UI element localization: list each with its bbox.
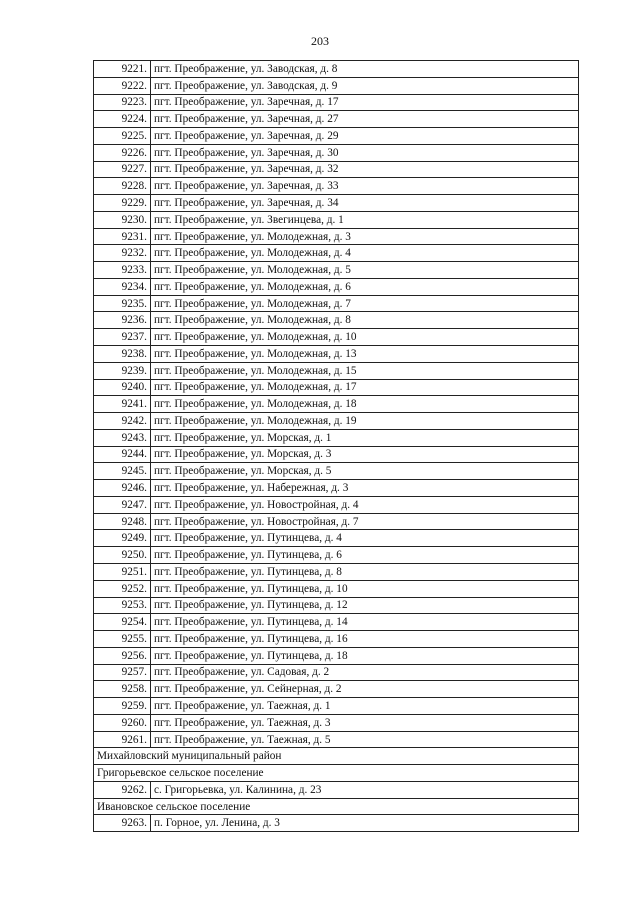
table-row (94, 362, 579, 379)
table-row (94, 480, 579, 497)
table-row (94, 530, 579, 547)
table-row (94, 698, 579, 715)
table-row (94, 228, 579, 245)
row-number: 9251. (94, 563, 151, 580)
row-number: 9226. (94, 144, 151, 161)
row-number: 9224. (94, 111, 151, 128)
row-address: пгт. Преображение, ул. Заречная, д. 33 (151, 178, 579, 195)
row-number: 9228. (94, 178, 151, 195)
table-row (94, 580, 579, 597)
row-address: пгт. Преображение, ул. Молодежная, д. 8 (151, 312, 579, 329)
table-row (94, 379, 579, 396)
table-row (94, 61, 579, 78)
table-row (94, 614, 579, 631)
table-row (94, 597, 579, 614)
row-number: 9231. (94, 228, 151, 245)
row-address: пгт. Преображение, ул. Молодежная, д. 19 (151, 413, 579, 430)
row-address: пгт. Преображение, ул. Новостройная, д. 4 (151, 496, 579, 513)
row-address: пгт. Преображение, ул. Таежная, д. 5 (151, 731, 579, 748)
row-address: пгт. Преображение, ул. Морская, д. 1 (151, 429, 579, 446)
address-registry-table (93, 60, 579, 832)
table-row (94, 161, 579, 178)
registry-tail (94, 748, 579, 832)
row-number: 9258. (94, 681, 151, 698)
table-row (94, 731, 579, 748)
row-address: пгт. Преображение, ул. Путинцева, д. 6 (151, 547, 579, 564)
row-number: 9253. (94, 597, 151, 614)
table-row (94, 77, 579, 94)
row-address: пгт. Преображение, ул. Звегинцева, д. 1 (151, 211, 579, 228)
row-number: 9229. (94, 195, 151, 212)
row-address: пгт. Преображение, ул. Морская, д. 5 (151, 463, 579, 480)
section-row-district (94, 748, 579, 765)
row-number: 9244. (94, 446, 151, 463)
table-row (94, 195, 579, 212)
row-address: пгт. Преображение, ул. Молодежная, д. 4 (151, 245, 579, 262)
row-number: 9236. (94, 312, 151, 329)
row-number: 9240. (94, 379, 151, 396)
row-number: 9263. (94, 815, 151, 832)
row-number: 9246. (94, 480, 151, 497)
row-number: 9238. (94, 346, 151, 363)
row-address: пгт. Преображение, ул. Таежная, д. 3 (151, 714, 579, 731)
table-row (94, 463, 579, 480)
row-number: 9230. (94, 211, 151, 228)
row-number: 9243. (94, 429, 151, 446)
table-row (94, 245, 579, 262)
district-heading: Михайловский муниципальный район (94, 748, 579, 765)
row-number: 9241. (94, 396, 151, 413)
table-row (94, 396, 579, 413)
table-row (94, 781, 579, 798)
row-address: пгт. Преображение, ул. Молодежная, д. 13 (151, 346, 579, 363)
table-row (94, 312, 579, 329)
row-number: 9247. (94, 496, 151, 513)
registry-body (94, 61, 579, 748)
row-address: пгт. Преображение, ул. Набережная, д. 3 (151, 480, 579, 497)
row-number: 9262. (94, 781, 151, 798)
settlement-heading: Ивановское сельское поселение (94, 798, 579, 815)
table-row (94, 329, 579, 346)
row-address: пгт. Преображение, ул. Новостройная, д. 7 (151, 513, 579, 530)
row-address: пгт. Преображение, ул. Заречная, д. 34 (151, 195, 579, 212)
row-address: п. Горное, ул. Ленина, д. 3 (151, 815, 579, 832)
row-address: пгт. Преображение, ул. Путинцева, д. 12 (151, 597, 579, 614)
table-row (94, 128, 579, 145)
row-number: 9257. (94, 664, 151, 681)
row-address: пгт. Преображение, ул. Заречная, д. 32 (151, 161, 579, 178)
row-number: 9237. (94, 329, 151, 346)
row-address: пгт. Преображение, ул. Молодежная, д. 15 (151, 362, 579, 379)
table-row (94, 346, 579, 363)
table-row (94, 563, 579, 580)
row-address: пгт. Преображение, ул. Заречная, д. 17 (151, 94, 579, 111)
row-address: пгт. Преображение, ул. Морская, д. 3 (151, 446, 579, 463)
table-row (94, 496, 579, 513)
table-row (94, 664, 579, 681)
row-address: пгт. Преображение, ул. Путинцева, д. 10 (151, 580, 579, 597)
row-number: 9254. (94, 614, 151, 631)
row-address: пгт. Преображение, ул. Таежная, д. 1 (151, 698, 579, 715)
row-number: 9223. (94, 94, 151, 111)
table-row (94, 111, 579, 128)
table-row (94, 211, 579, 228)
row-number: 9232. (94, 245, 151, 262)
row-number: 9250. (94, 547, 151, 564)
table-row (94, 647, 579, 664)
row-number: 9225. (94, 128, 151, 145)
row-address: пгт. Преображение, ул. Путинцева, д. 14 (151, 614, 579, 631)
row-number: 9233. (94, 262, 151, 279)
row-address: пгт. Преображение, ул. Молодежная, д. 10 (151, 329, 579, 346)
table-row (94, 547, 579, 564)
row-address: пгт. Преображение, ул. Заводская, д. 8 (151, 61, 579, 78)
settlement-heading: Григорьевское сельское поселение (94, 765, 579, 782)
table-row (94, 714, 579, 731)
row-number: 9261. (94, 731, 151, 748)
row-number: 9235. (94, 295, 151, 312)
table-row (94, 429, 579, 446)
row-address: пгт. Преображение, ул. Молодежная, д. 18 (151, 396, 579, 413)
table-row (94, 815, 579, 832)
row-number: 9260. (94, 714, 151, 731)
table-row (94, 262, 579, 279)
section-row-settlement (94, 765, 579, 782)
row-address: пгт. Преображение, ул. Молодежная, д. 7 (151, 295, 579, 312)
row-number: 9252. (94, 580, 151, 597)
row-address: пгт. Преображение, ул. Путинцева, д. 8 (151, 563, 579, 580)
row-number: 9255. (94, 631, 151, 648)
page-number: 203 (311, 34, 329, 48)
row-number: 9221. (94, 61, 151, 78)
row-address: пгт. Преображение, ул. Заречная, д. 30 (151, 144, 579, 161)
row-address: пгт. Преображение, ул. Молодежная, д. 17 (151, 379, 579, 396)
table-row (94, 631, 579, 648)
row-address: пгт. Преображение, ул. Путинцева, д. 4 (151, 530, 579, 547)
row-number: 9234. (94, 278, 151, 295)
row-address: пгт. Преображение, ул. Садовая, д. 2 (151, 664, 579, 681)
row-number: 9227. (94, 161, 151, 178)
row-address: с. Григорьевка, ул. Калинина, д. 23 (151, 781, 579, 798)
row-number: 9242. (94, 413, 151, 430)
row-number: 9245. (94, 463, 151, 480)
row-address: пгт. Преображение, ул. Молодежная, д. 3 (151, 228, 579, 245)
table-row (94, 681, 579, 698)
row-number: 9256. (94, 647, 151, 664)
row-address: пгт. Преображение, ул. Заречная, д. 29 (151, 128, 579, 145)
row-number: 9239. (94, 362, 151, 379)
row-address: пгт. Преображение, ул. Заречная, д. 27 (151, 111, 579, 128)
row-address: пгт. Преображение, ул. Молодежная, д. 6 (151, 278, 579, 295)
row-address: пгт. Преображение, ул. Молодежная, д. 5 (151, 262, 579, 279)
row-address: пгт. Преображение, ул. Заводская, д. 9 (151, 77, 579, 94)
table-row (94, 446, 579, 463)
row-address: пгт. Преображение, ул. Путинцева, д. 18 (151, 647, 579, 664)
row-number: 9259. (94, 698, 151, 715)
table-row (94, 413, 579, 430)
row-number: 9249. (94, 530, 151, 547)
row-address: пгт. Преображение, ул. Путинцева, д. 16 (151, 631, 579, 648)
table-row (94, 295, 579, 312)
row-number: 9222. (94, 77, 151, 94)
table-row (94, 94, 579, 111)
row-number: 9248. (94, 513, 151, 530)
row-address: пгт. Преображение, ул. Сейнерная, д. 2 (151, 681, 579, 698)
table-row (94, 513, 579, 530)
table-row (94, 278, 579, 295)
section-row-settlement (94, 798, 579, 815)
table-row (94, 178, 579, 195)
table-row (94, 144, 579, 161)
